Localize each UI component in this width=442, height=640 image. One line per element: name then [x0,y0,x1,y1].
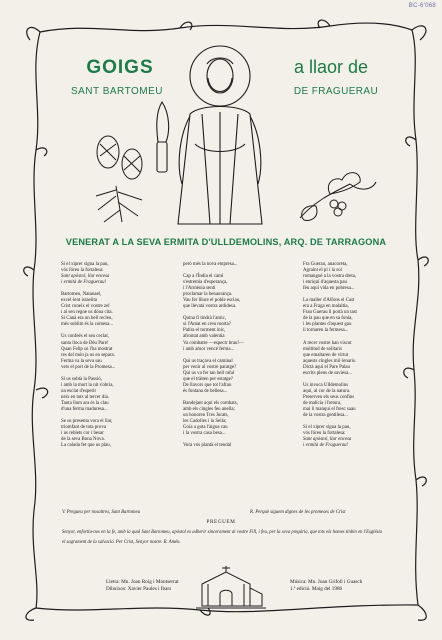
stanza [303,383,425,419]
stanza [303,425,425,449]
verse-line: de la pau que en sa fonia, [303,316,353,322]
verse-line: Tanta llum ara és la clau [61,400,109,406]
verse-line: res del món ja us en separa. [61,352,115,358]
verse-line: Qui us traçava el caminal [183,358,233,364]
verse-line: de malícia i fretura, [303,400,342,406]
stanza-column-2 [183,262,305,455]
pine-cones-icon [86,126,156,226]
verse-line: Si us sobtà la Passió, [61,376,102,382]
verse-line: és fontana de bellesa... [183,388,228,394]
verse-line: Si el xiprer signa la pau, [61,262,109,267]
verse-line: un esclat d'esperit [61,388,96,394]
credit-line: 1.ª edició. Maig del 1986 [290,585,343,592]
stanza [183,359,305,395]
stanza [303,262,425,292]
verse-line: Cap a l'Índia el camí [183,274,224,280]
verse-line: Vora vós plantà el tendal [183,443,232,449]
verse-line: si l'Amat en creu morta? [183,322,231,328]
verse-line: més sublim és la comesa... [61,322,114,328]
verse-line: i les plantes d'aquest gau [303,322,352,328]
verse-line: Sant apòstol, llur encesa [303,437,352,443]
versicle: V. Pregueu per nosaltres, Sant Bartomeu [62,510,141,515]
verse-line: Va combatre —espectr brau!— [183,340,244,346]
verse-line: de la vostra gentilesa... [303,413,348,419]
stanza [61,419,183,449]
verse-line: La maller d'Alfons el Cast [303,298,355,304]
stanza [61,334,183,370]
verse-line: Si Caná era un bell recleu, [61,316,113,322]
verse-line: afrontat amb valentia [183,334,225,340]
title-a-llaor-de: a llaor de [293,57,369,77]
title-de-fraguerau: DE FRAGUERAU [293,86,379,97]
verse-line: neix en tots al tercer dia. [61,394,110,400]
verse-line: multitud de solitaris [303,346,343,352]
verse-line: Crist coneix el vostre zel [61,304,110,310]
credit-line: Dibuixos: Xavier Paules i Ibars [106,585,172,592]
verse-line: Sant apòstol, llur encesa [61,274,110,280]
verse-line: Agraint el pi i la sol [303,268,342,274]
verse-line: i amb amor vencé ferma... [183,346,235,352]
verse-line: Patíra el torment inic, [183,328,226,334]
stanza [61,377,183,413]
verse-line: Fra Guerau, anacoreta, [303,262,348,267]
verse-line: triomfant de tota prova [61,425,106,431]
verse-line: i amb la mort la nit s'obria, [61,382,114,388]
verse-line: i al seu regne us dóna cita. [61,310,113,316]
verse-line: i ermità de Fraguerau! [61,280,107,286]
archive-number: BC-6'068 [408,3,436,9]
stanza [183,316,305,352]
credits-left [106,579,179,592]
title-goigs: GOIGS [86,57,154,78]
verse-line: amb els cingles feu anella; [183,406,235,412]
verse-line: però més la nova empresa... [183,262,238,267]
verse-line: Dictà aquí el Pare Palau [303,364,350,370]
credit-line: Música: Mn. Joan Grifoll i Guasch [290,579,363,585]
verse-line: d'una ferma maduresa... [61,406,108,412]
verse-line: i la vostra casa besa... [183,431,226,437]
verse-line: escrits plens de saviesa... [303,370,352,376]
stanza [303,298,425,334]
verse-line: Quina fi tindrà l'amic, [183,316,226,322]
verse-line: Se us presenta vora el llar, [61,419,113,425]
verse-line: s'estremia d'esperança, [183,280,228,286]
verse-line: les Cadolles i la Sella; [183,419,227,425]
verse-line: de la seva Bona Nova. [61,437,105,443]
verse-line: Preserveu els seus confins [303,394,355,400]
stanza [183,401,305,449]
credit-line: Lletra: Mn. Joan Roig i Montserrat [106,579,179,585]
verse-line: vós fóreu la fortalesa: [61,268,104,274]
verse-line: Qui us va fer tan bell rafal [183,370,235,376]
verse-line: Si el xiprer signa la pau, [303,425,351,431]
verse-line: vers el port de la Promesa... [61,364,116,370]
preguem-title: PREGUEM [206,519,236,525]
preguem-text: Senyor, enfortiu-nos en la fe, amb la qual Sant Bartomeu, apòstol es adherir sincerament al vostre Fill, i feu, per la seva pregària, que tots els homes tinbin en l'Església el sagrament de la salvació. Per Crist, Senyor nostre. R. Amén. [62,530,382,545]
verse-line: proclamar la benaurança. [183,292,233,298]
verse-line: mai li manqui el fresc saau [303,406,356,412]
verse-line: Vau fer lliure el poble esclau, [183,298,241,304]
verse-line: un honoren Tres Jurats, [183,412,229,418]
credits-right [290,579,362,592]
verse-line: i enriquí d'aquesta pau [303,280,347,286]
verse-line: romangué a la vostra dreta, [303,274,357,280]
stanza-column-1 [61,262,183,455]
verse-line: que el tràiten per estatge? [183,376,233,382]
verse-line: aquests cingles mil·lenaris. [303,358,357,364]
venerat-heading: VENERAT A LA SEVA ERMITA D'ULLDEMOLINS, ARQ. DE TARRAGONA [65,237,387,247]
verse-line: Us confeés el seu ceclat, [61,334,109,340]
holly-icon [290,158,380,228]
verse-line: Goia a gota l'aigua cau [183,425,228,431]
verse-line: i us reblets cor i besar [61,431,104,437]
verse-line: A recer vostre han viscut [303,340,352,346]
verse-line: féu aquí vida en pobresa... [303,286,355,292]
verse-line: Us invoca Ulldemolins [303,382,349,388]
verse-line: aquí, al cor de la natura. [303,388,351,394]
verse-line: Ferma va la seva sau [61,358,102,364]
stanza [61,292,183,328]
verse-line: La calada fet que us plau, [61,443,111,449]
title-sant-bartomeu: SANT BARTOMEU [70,86,164,97]
response: R. Perquè siguem dignes de les promeses de Crist [250,510,346,515]
verse-line: li tornaren la fermesa... [303,328,349,334]
verse-line: De llavors que tot l'afrau [183,382,232,388]
verse-line: Bartomeu, Natanael, [61,292,102,298]
stanza [61,262,183,286]
stanza [303,341,425,377]
hermitage-icon [196,564,266,609]
verse-line: Frau Guerau li portà un tast [303,310,357,316]
verse-line: que emaltaren de virtut [303,352,349,358]
stanza-column-3 [303,262,425,455]
verse-line: i ermità de Fraguerau! [303,443,349,449]
verse-line: era a Fraga en malaltia, [303,304,349,310]
verse-line: Quan Felip us l'ha mostrat [61,346,113,352]
stanza [183,274,305,310]
verse-line: santa lloca de Déu Pare! [61,340,109,346]
verse-line: que llevatà vostra ardidesa. [183,304,237,310]
verse-line: per venir al vostre paratge? [183,364,237,370]
verse-line: i l'Armènia sentí [183,286,216,292]
verse-line: vós fóreu la fortalesa: [303,431,346,437]
verse-line: Bandejant aquí els combats, [183,400,238,406]
verse-line: excel·lent israelita [61,298,97,304]
stanza [183,262,305,268]
